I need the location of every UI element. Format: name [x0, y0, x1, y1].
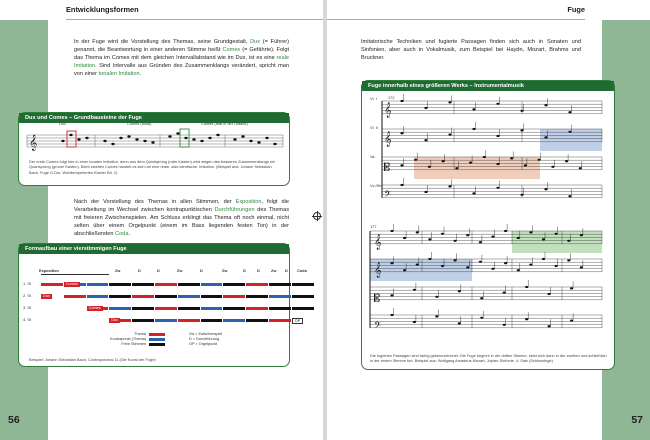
mid-paragraph-left: Nach der Vorstellung des Themas in allen Stimmen, der Exposition, folgt die Verarbeitung im Wechsel zwischen kontrapunktischen Durchführungen des Themas mit freieren Zwischenspielen. Am Schluss erklingt das Thema oft noch einmal, nicht selten über einem Orgelpunkt (einem im Bass liegenden festen Ton) in der abschließenden Coda.	[74, 199, 290, 238]
voice-theme-tag: Dux	[111, 317, 119, 322]
voice-bar-segment	[201, 319, 223, 322]
dux-comes-box-title: Dux und Comes – Grundbausteine der Fuge	[19, 113, 289, 123]
voice-bar-segment	[155, 295, 177, 298]
svg-text:𝄡: 𝄡	[374, 292, 381, 305]
dux-comes-caption: Der erste Comes folgt hier in einer tonalen Imitation, denn aus dem Quintsprung (roter Kasten) wird wegen des besseren Zusammenklangs ein Quartsprung (grüner Kasten). Beim zweiten Comes handelt es sich um eine reale, also identische, Imitation. (Beispiel aus: Johann Sebastian Bach, Fuge G-Dur, Wohltemperiertes Klavier Bd. 2)	[29, 159, 276, 175]
section-label: D	[157, 268, 160, 273]
svg-text:𝄞: 𝄞	[384, 132, 392, 147]
voice-bar-segment	[109, 295, 131, 298]
voice-label: 3. St	[23, 305, 32, 310]
section-label: D	[243, 268, 246, 273]
svg-text:𝄡: 𝄡	[384, 161, 391, 174]
voice-bar-segment	[178, 307, 200, 310]
voice-bar-segment	[292, 307, 314, 310]
legend-zw: Zw = Zwischenspiel	[189, 332, 223, 336]
voice-bar-segment	[269, 295, 291, 298]
voice-bar-segment	[87, 295, 109, 298]
voice-bar-segment	[292, 295, 314, 298]
intro-paragraph-right: Imitatorische Techniken und fugierte Passagen finden sich auch in Sonaten und Sinfonien, aber auch in Vokalmusik, zum Beispiel bei Haydn, Mozart, Brahms und Bruckner.	[361, 39, 581, 62]
score-systems	[362, 91, 616, 351]
section-label: Coda	[297, 268, 307, 273]
voice-bar-segment	[223, 283, 245, 286]
voice-bar-segment	[223, 319, 245, 322]
voice-bar-segment	[155, 283, 177, 286]
instrument-vc: Vc./Kb.	[370, 183, 383, 188]
voice-bar-segment	[292, 283, 314, 286]
voice-bar-segment	[201, 295, 223, 298]
section-label: D	[200, 268, 203, 273]
page-number-left: 56	[8, 414, 20, 426]
score-caption: Die fugierten Passagen sind farbig gekennzeichnet. Die Fuge beginnt in der dritten Stimme, setzt sich dann in der zweiten und schließlich in der ersten Stimme fort. Beispiel aus: Wolfgang Amadeus Mozart, Jupiter-Sinfonie, 4. Satz (Schlussfuge)	[370, 353, 607, 364]
voice-label: 2. St	[23, 293, 32, 298]
voice-bar-segment	[178, 283, 200, 286]
voice-bar-segment	[132, 283, 154, 286]
label-comes-tonal: Comes (tonal)	[127, 121, 152, 126]
svg-text:𝄞: 𝄞	[374, 263, 382, 278]
right-page	[327, 0, 650, 440]
voice-bar-segment	[87, 283, 109, 286]
voice-bar-segment	[223, 307, 245, 310]
voice-bar-segment	[269, 319, 291, 322]
crop-mark-left	[313, 212, 321, 220]
section-label: Zw	[222, 268, 228, 273]
svg-text:𝄢: 𝄢	[374, 320, 382, 333]
section-label: D	[138, 268, 141, 273]
legend-d: D = Durchführung	[189, 337, 220, 342]
dux-comes-staff	[25, 129, 285, 155]
svg-text:𝄞: 𝄞	[384, 103, 392, 118]
running-header-right: Fuge	[327, 0, 585, 20]
legend-theme: Thema	[79, 332, 165, 337]
voice-theme-tag: Comes	[88, 305, 101, 310]
section-label: Zw	[115, 268, 121, 273]
voice-bar-segment	[223, 295, 245, 298]
voice-bar-segment	[132, 319, 154, 322]
svg-text:𝄞: 𝄞	[29, 135, 38, 151]
voice-bar-segment	[155, 307, 177, 310]
label-comes-real: Comes (real in der Oktave)	[201, 121, 248, 126]
voice-bar-segment	[201, 307, 223, 310]
voice-bar-segment	[201, 283, 223, 286]
voice-theme-tag: Dux	[43, 293, 50, 298]
voice-bar-segment	[109, 307, 131, 310]
voice-label: 1. St	[23, 281, 32, 286]
score-box-title: Fuge innerhalb eines größeren Werks – Instrumentalmusik	[362, 81, 614, 91]
instrument-vl1: Vl. I	[370, 96, 377, 101]
section-label: D	[257, 268, 260, 273]
fugue-form-box-title: Formaufbau einer vierstimmigen Fuge	[19, 244, 289, 254]
voice-bar-segment	[246, 295, 268, 298]
voice-bar-segment	[132, 307, 154, 310]
fugue-form-box	[18, 243, 307, 367]
voice-bar-segment	[269, 283, 291, 286]
measure-number-2: 177	[370, 224, 377, 229]
legend-op: OP = Orgelpunkt	[189, 342, 218, 347]
label-dux: Dux	[59, 121, 66, 126]
voice-bar-segment	[246, 307, 268, 310]
voice-bar-segment	[178, 319, 200, 322]
voice-bar-segment	[246, 319, 268, 322]
voice-theme-tag: Comes	[65, 281, 78, 286]
voice-bar-segment	[41, 283, 63, 286]
svg-text:𝄞: 𝄞	[374, 235, 382, 250]
legend-free: Freie Stimmen	[79, 342, 165, 347]
page-number-right: 57	[631, 414, 643, 426]
score-box	[361, 80, 615, 370]
svg-text:𝄢: 𝄢	[384, 189, 392, 202]
voice-bar-segment	[269, 307, 291, 310]
section-label: Zw	[177, 268, 183, 273]
intro-paragraph-left: In der Fuge wird die Vorstellung des Themas, seine Grundgestalt, Dux (= Führer) genannt, die Beantwortung in einer anderen Stimme heißt Comes (= Gefährte). Folgt das Thema im Comes mit dem gleichen Intervallabstand wie im Dux, ist es eine reale Imitation. Sind Intervalle aus Gründen des Zusammenklangs verändert, spricht man von einer tonalen Imitation.	[74, 39, 289, 78]
voice-bar-segment	[178, 295, 200, 298]
instrument-vl2: Vl. II	[370, 125, 378, 130]
voice-bar-segment	[155, 319, 177, 322]
running-header-left: Entwicklungsformen	[66, 0, 323, 20]
left-page	[0, 0, 323, 440]
measure-number-1: 172	[388, 95, 395, 100]
legend-right	[189, 332, 222, 348]
section-label: Exposition	[39, 268, 59, 273]
exposition-arrow	[41, 274, 109, 275]
voice-bar-segment	[64, 295, 86, 298]
legend-counterpoint: Kontrapunkt (Thema)	[79, 337, 165, 342]
left-green-band	[0, 20, 48, 440]
instrument-va: Va.	[370, 154, 376, 159]
voice-bar-segment	[246, 283, 268, 286]
section-label: Zw	[271, 268, 277, 273]
dux-comes-box	[18, 112, 290, 186]
voice-bar-segment	[132, 295, 154, 298]
voice-label: 4. St	[23, 317, 32, 322]
fugue-form-caption: Beispiel: Johann Sebastian Bach, Contrapunctus 11 (Die Kunst der Fuge)	[29, 357, 156, 362]
voice-bar-segment	[109, 283, 131, 286]
section-label: D	[285, 268, 288, 273]
organ-point-tag: OP	[292, 318, 304, 324]
legend-left	[79, 332, 165, 348]
